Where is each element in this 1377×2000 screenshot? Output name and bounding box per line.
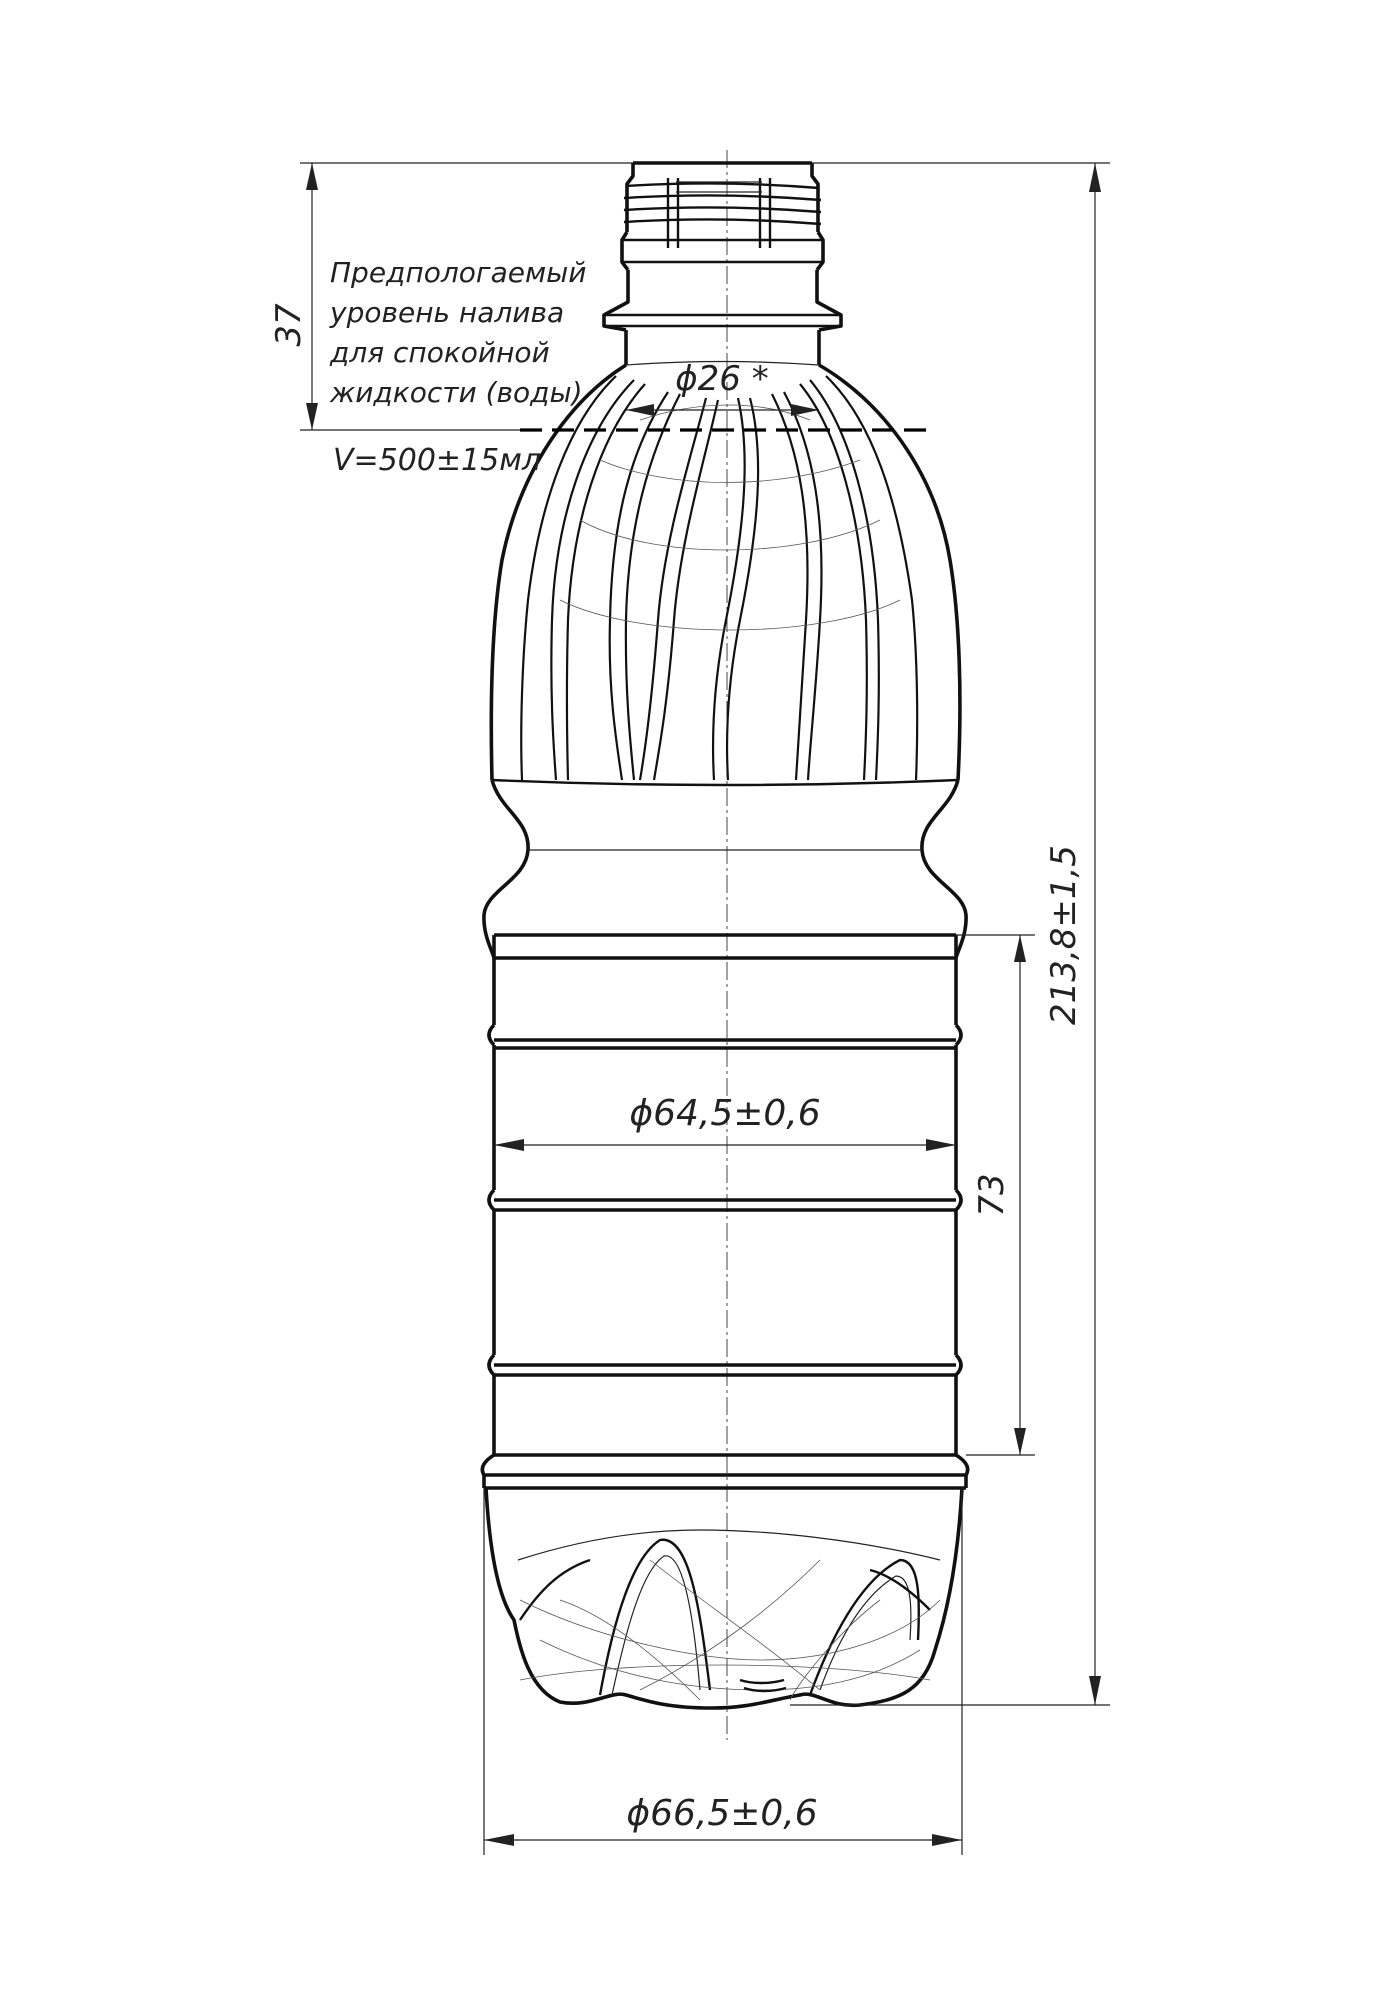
fill-note-line-1: Предпологаемый [330, 256, 587, 289]
fill-note-line-3: для спокойной [330, 336, 550, 369]
bottle-waist [484, 780, 966, 958]
fill-note-line-4: жидкости (воды) [330, 376, 583, 409]
dim-base-diameter-label: ϕ66,5±0,6 [626, 1793, 818, 1834]
volume-label: V=500±15мл [333, 443, 542, 478]
dim-body-diameter-label: ϕ64,5±0,6 [629, 1093, 821, 1134]
bottle-label-area [482, 935, 967, 1488]
bottle-shoulder [491, 362, 960, 786]
fill-note-line-2: уровень налива [330, 296, 565, 329]
dim-label-height-label: 73 [972, 1173, 1012, 1217]
bottle-base [486, 1488, 962, 1708]
bottle-neck [604, 163, 841, 365]
dim-total-height-label: 213,8±1,5 [1044, 845, 1084, 1025]
dim-body-diameter [494, 1139, 956, 1151]
dim-neck-diameter-label: ϕ26 * [675, 359, 769, 399]
dim-fill-depth-label: 37 [269, 303, 309, 347]
